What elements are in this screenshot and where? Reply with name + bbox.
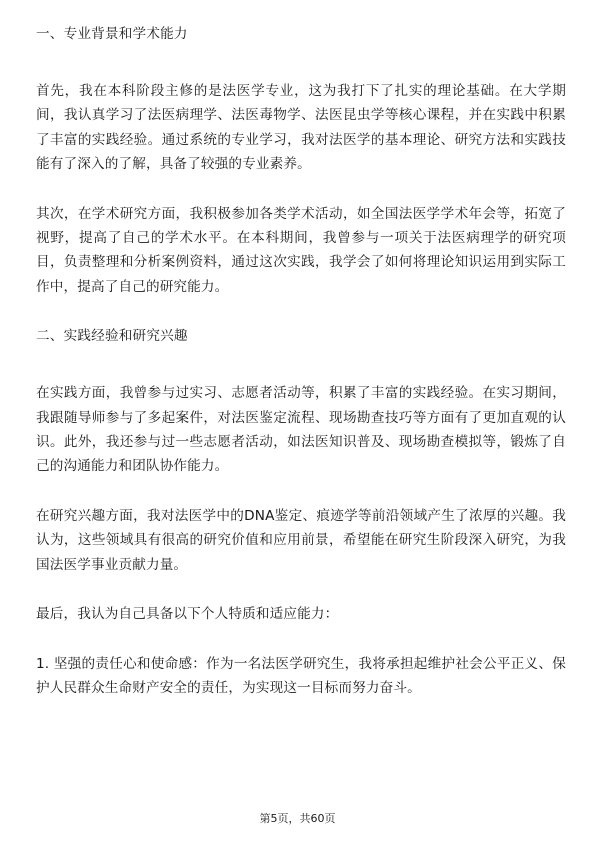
paragraph-practice: 在实践方面，我曾参与过实习、志愿者活动等，积累了丰富的实践经验。在实习期间，我跟随导师参与了多起案件，对法医鉴定流程、现场勘查技巧等方面有了更加直观的认识。此外，我还参与过一些志愿者活动，如法医知识普及、现场勘查模拟等，锻炼了自己的沟通能力和团队协作能力。 bbox=[36, 385, 566, 475]
section-heading-background: 一、专业背景和学术能力 bbox=[36, 26, 188, 42]
paragraph-trait-1: 1. 坚强的责任心和使命感：作为一名法医学研究生，我将承担起维护社会公平正义、保护人民群众生命财产安全的责任，为实现这一目标而努力奋斗。 bbox=[36, 655, 566, 696]
page-number: 第5页，共60页 bbox=[259, 812, 336, 825]
paragraph-research: 其次，在学术研究方面，我积极参加各类学术活动，如全国法医学学术年会等，拓宽了视野，提高了自己的学术水平。在本科期间，我曾参与一项关于法医病理学的研究项目，负责整理和分析案例资料，通过这次实践，我学会了如何将理论知识运用到实际工作中，提高了自己的研究能力。 bbox=[36, 205, 566, 295]
paragraph-traits-intro: 最后，我认为自己具备以下个人特质和适应能力： bbox=[36, 606, 339, 623]
paragraph-interest: 在研究兴趣方面，我对法医学中的DNA鉴定、痕迹学等前沿领域产生了浓厚的兴趣。我认为，这些领域具有很高的研究价值和应用前景，希望能在研究生阶段深入研究，为我国法医学事业贡献力量。 bbox=[36, 507, 566, 573]
section-heading-practice: 二、实践经验和研究兴趣 bbox=[36, 328, 188, 345]
document-body bbox=[36, 22, 566, 700]
paragraph-major: 首先，我在本科阶段主修的是法医学专业，这为我打下了扎实的理论基础。在大学期间，我认真学习了法医病理学、法医毒物学、法医昆虫学等核心课程，并在实践中积累了丰富的实践经验。通过系统的专业学习，我对法医学的基本理论、研究方法和实践技能有了深入的了解，具备了较强的专业素养。 bbox=[36, 83, 566, 173]
